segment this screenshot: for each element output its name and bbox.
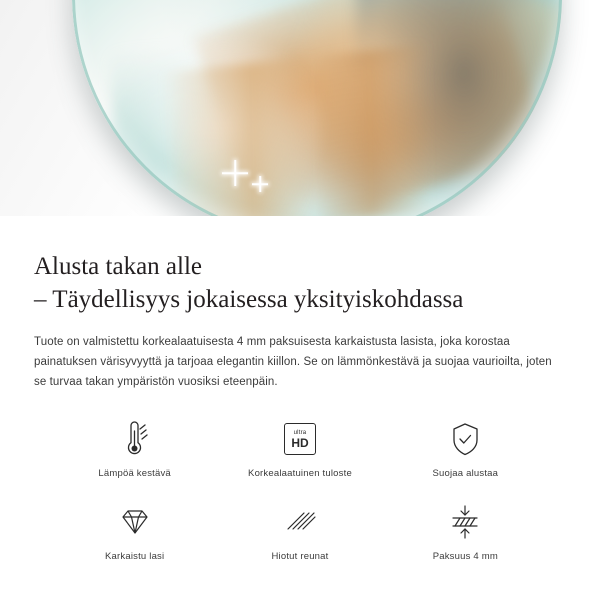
page-title xyxy=(34,250,566,316)
feature-grid xyxy=(34,418,566,562)
feature-label: Korkealaatuinen tuloste xyxy=(248,468,352,479)
headline-line-2: – Täydellisyys jokaisessa yksityiskohdassa xyxy=(34,286,464,313)
feature-item xyxy=(217,501,382,562)
headline-line-1: Alusta takan alle xyxy=(34,253,202,280)
feature-label: Lämpöä kestävä xyxy=(98,468,171,479)
ultra-hd-badge-top: ultra xyxy=(293,429,307,436)
hero-image xyxy=(0,0,600,216)
ultra-hd-icon xyxy=(284,418,316,460)
feature-label: Paksuus 4 mm xyxy=(432,551,498,562)
feature-item xyxy=(52,418,217,479)
glass-disc-image xyxy=(72,0,562,216)
shield-check-icon xyxy=(448,418,482,460)
feature-label: Suojaa alustaa xyxy=(432,468,499,479)
feature-item xyxy=(217,418,382,479)
diamond-icon xyxy=(116,501,154,543)
thickness-arrows-icon xyxy=(447,501,483,543)
description-paragraph: Tuote on valmistettu korkealaatuisesta 4 mm paksuisesta karkaistusta lasista, joka korostaa painatuksen värisyvyyttä ja tarjoaa elegantin kiillon. Se on lämmönkestävä ja suojaa vaurioilta, joten se turvaa takan ympäristön vuosiksi eteenpäin. xyxy=(34,336,552,388)
feature-label: Karkaistu lasi xyxy=(105,551,165,562)
polished-edges-icon xyxy=(282,501,318,543)
feature-item xyxy=(383,501,548,562)
feature-item xyxy=(52,501,217,562)
content-area xyxy=(0,216,600,562)
ultra-hd-badge-bottom: HD xyxy=(291,435,309,450)
thermometer-icon xyxy=(118,418,152,460)
feature-item xyxy=(383,418,548,479)
feature-label: Hiotut reunat xyxy=(271,551,329,562)
